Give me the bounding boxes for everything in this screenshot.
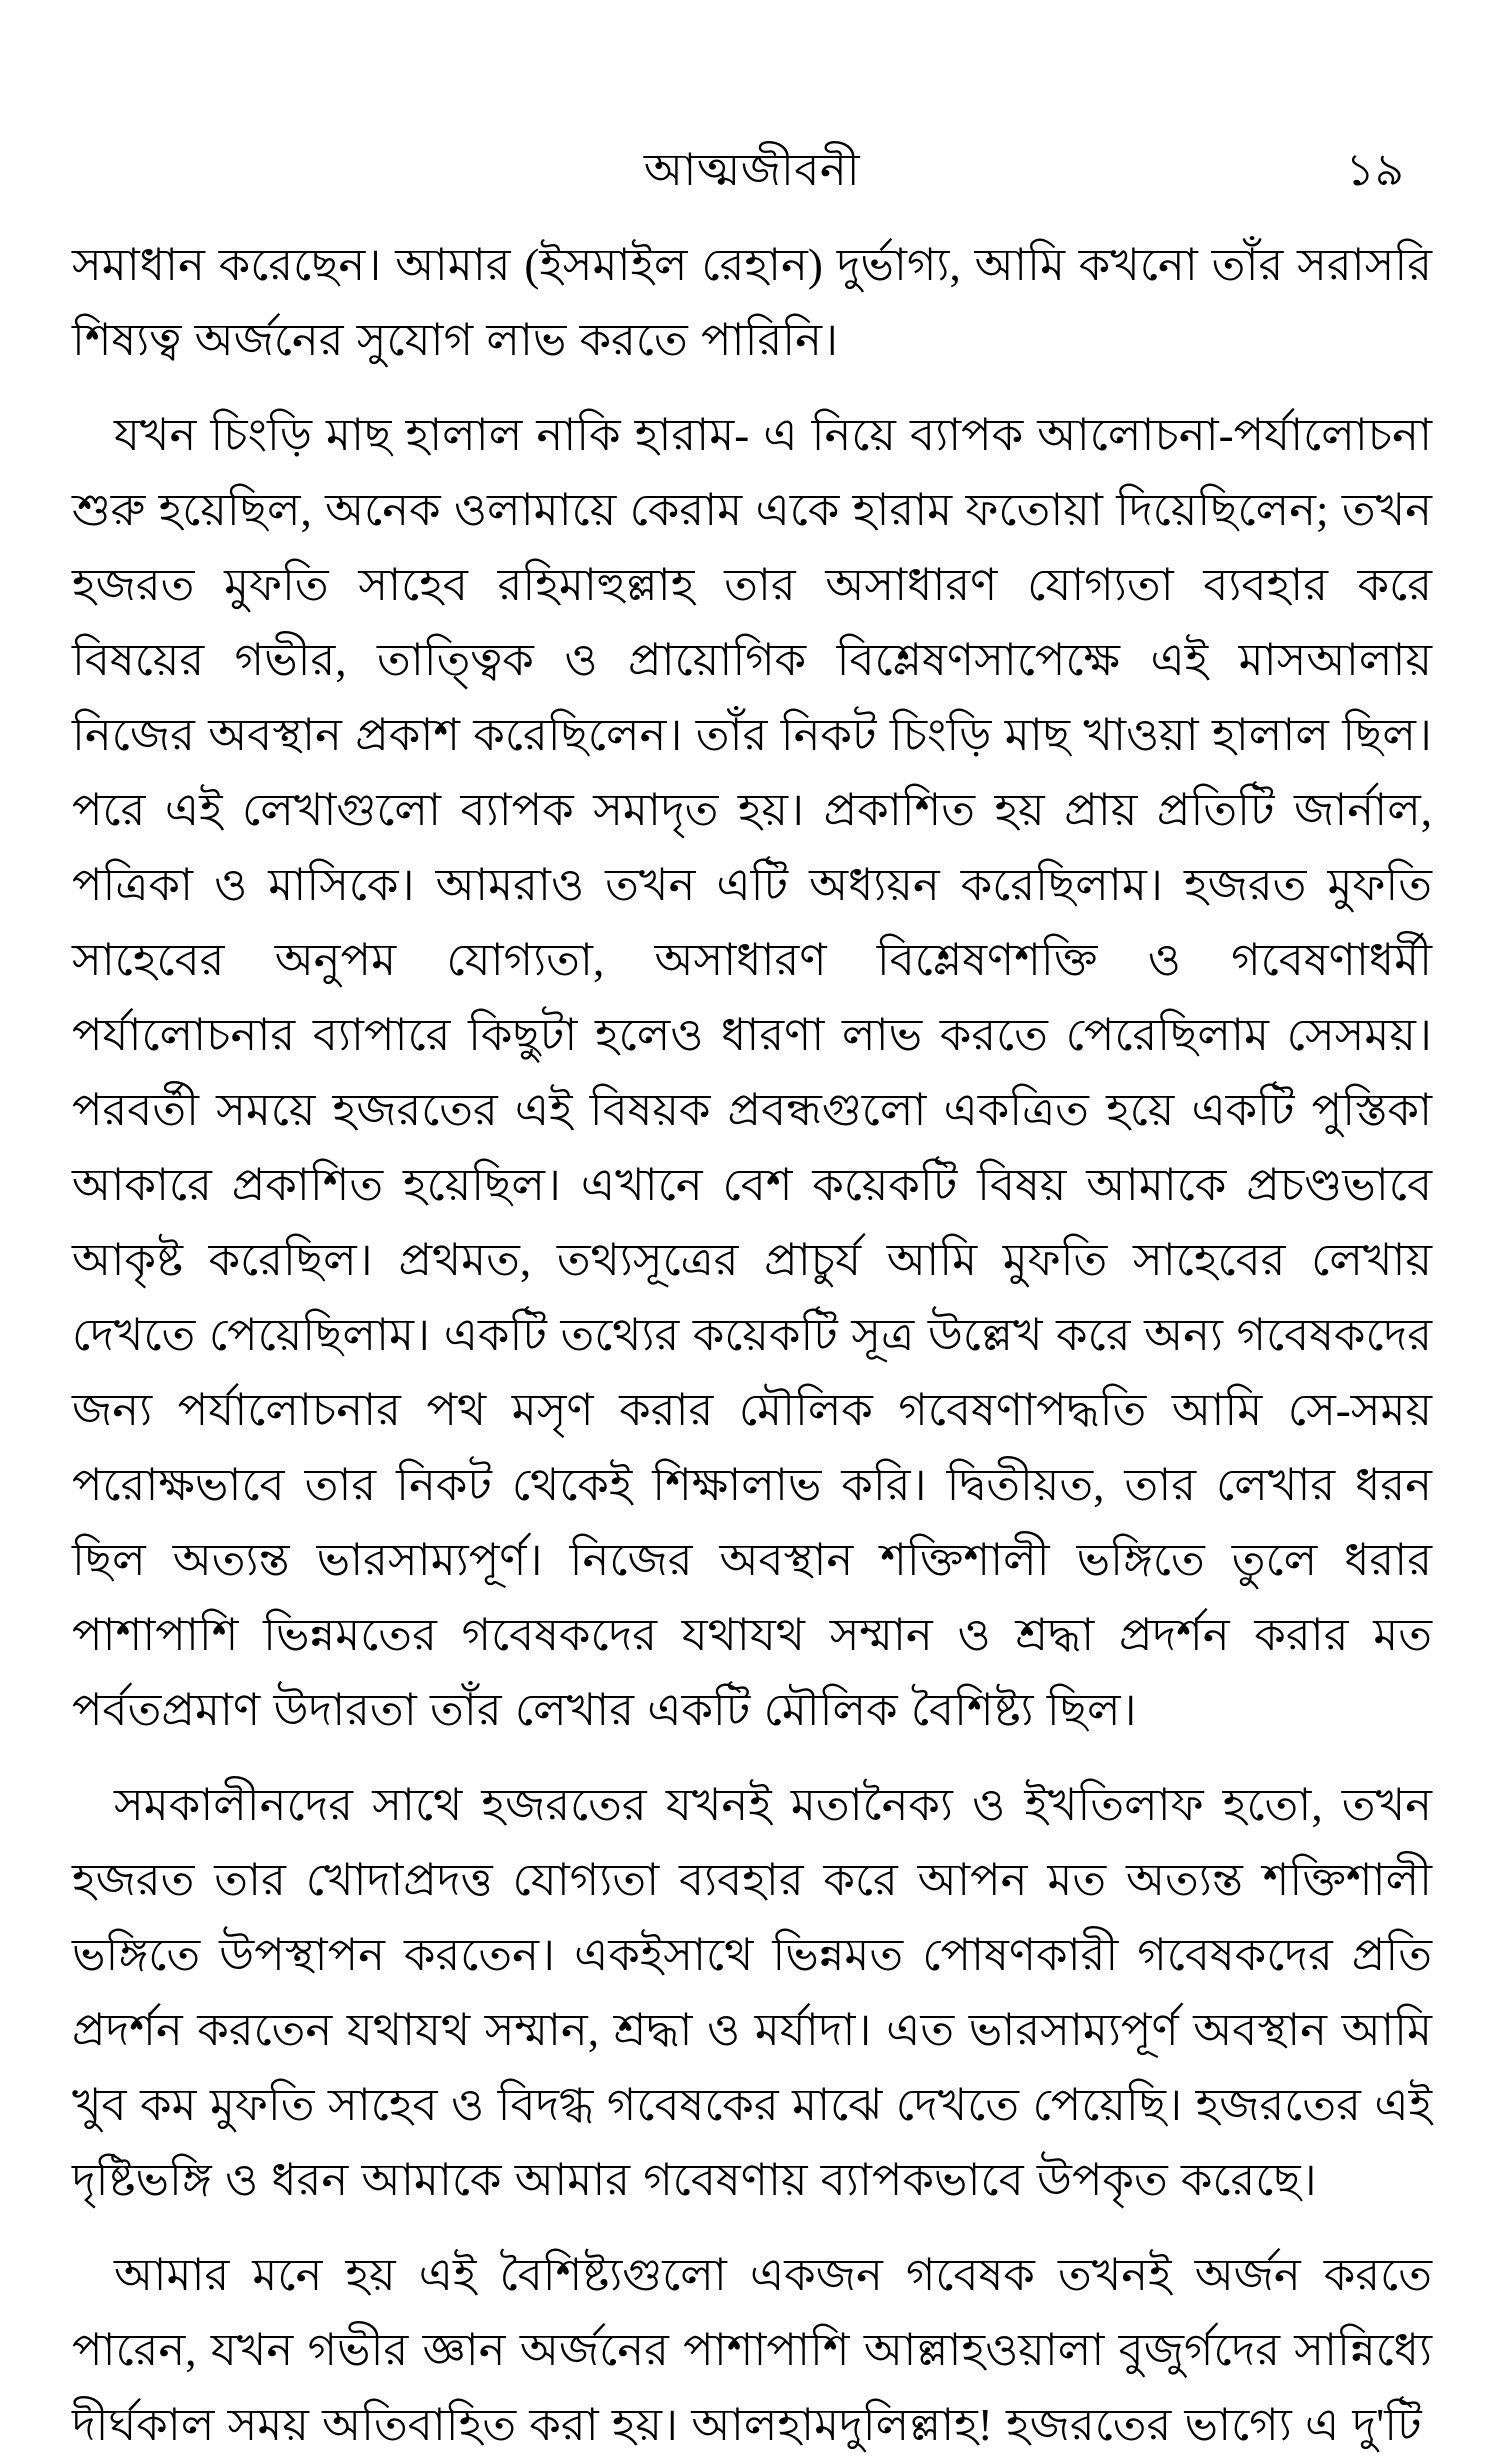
paragraph: সমকালীনদের সাথে হজরতের যখনই মতানৈক্য ও ইখতিলাফ হতো, তখন হজরত তার খোদাপ্রদত্ত যোগ্যতা ব্যবহার করে আপন মত অত্যন্ত শক্তিশালী ভঙ্গিতে উপস্থাপন করতেন। একইসাথে ভিন্নমত পোষণকারী গবেষকদের প্রতি প্রদর্শন করতেন যথাযথ সম্মান, শ্রদ্ধা ও মর্যাদা। এত ভারসাম্যপূর্ণ অবস্থান আমি খুব কম মুফতি সাহেব ও বিদগ্ধ গবেষকের মাঝে দেখতে পেয়েছি। হজরতের এই দৃষ্টিভঙ্গি ও ধরন আমাকে আমার গবেষণায় ব্যাপকভাবে উপকৃত করেছে। (72, 1780, 1432, 2205)
paragraph-continuation: সমাধান করেছেন। আমার (ইসমাইল রেহান) দুর্ভাগ্য, আমি কখনো তাঁর সরাসরি শিষ্যত্ব অর্জনের সুযোগ লাভ করতে পারিনি। (72, 240, 1432, 365)
paragraph: যখন চিংড়ি মাছ হালাল নাকি হারাম- এ নিয়ে ব্যাপক আলোচনা-পর্যালোচনা শুরু হয়েছিল, অনেক ওলামায়ে কেরাম একে হারাম ফতোয়া দিয়েছিলেন; তখন হজরত মুফতি সাহেব রহিমাহুল্লাহ তার অসাধারণ যোগ্যতা ব্যবহার করে বিষয়ের গভীর, তাত্ত্বিক ও প্রায়োগিক বিশ্লেষণসাপেক্ষে এই মাসআলায় নিজের অবস্থান প্রকাশ করেছিলেন। তাঁর নিকট চিংড়ি মাছ খাওয়া হালাল ছিল। পরে এই লেখাগুলো ব্যাপক সমাদৃত হয়। প্রকাশিত হয় প্রায় প্রতিটি জার্নাল, পত্রিকা ও মাসিকে। আমরাও তখন এটি অধ্যয়ন করেছিলাম। হজরত মুফতি সাহেবের অনুপম যোগ্যতা, অসাধারণ বিশ্লেষণশক্তি ও গবেষণাধর্মী পর্যালোচনার ব্যাপারে কিছুটা হলেও ধারণা লাভ করতে পেরেছিলাম সেসময়। পরবর্তী সময়ে হজরতের এই বিষয়ক প্রবন্ধগুলো একত্রিত হয়ে একটি পুস্তিকা আকারে প্রকাশিত হয়েছিল। এখানে বেশ কয়েকটি বিষয় আমাকে প্রচণ্ডভাবে আকৃষ্ট করেছিল। প্রথমত, তথ্যসূত্রের প্রাচুর্য আমি মুফতি সাহেবের লেখায় দেখতে পেয়েছিলাম। একটি তথ্যের কয়েকটি সূত্র উল্লেখ করে অন্য গবেষকদের জন্য পর্যালোচনার পথ মসৃণ করার মৌলিক গবেষণাপদ্ধতি আমি সে-সময় পরোক্ষভাবে তার নিকট থেকেই শিক্ষালাভ করি। দ্বিতীয়ত, তার লেখার ধরন ছিল অত্যন্ত ভারসাম্যপূর্ণ। নিজের অবস্থান শক্তিশালী ভঙ্গিতে তুলে ধরার পাশাপাশি ভিন্নমতের গবেষকদের যথাযথ সম্মান ও শ্রদ্ধা প্রদর্শন করার মত পর্বতপ্রমাণ উদারতা তাঁর লেখার একটি মৌলিক বৈশিষ্ট্য ছিল। (72, 410, 1432, 1735)
running-title: আত্মজীবনী (643, 145, 861, 195)
paragraph: আমার মনে হয় এই বৈশিষ্ট্যগুলো একজন গবেষক তখনই অর্জন করতে পারেন, যখন গভীর জ্ঞান অর্জনের পাশাপাশি আল্লাহওয়ালা বুজুর্গদের সান্নিধ্যে দীর্ঘকাল সময় অতিবাহিত করা হয়। আলহামদুলিল্লাহ! হজরতের ভাগ্যে এ দু'টি (72, 2250, 1432, 2450)
body-text (72, 228, 1432, 2463)
page-number: ১৯ (1345, 145, 1404, 195)
page-header (72, 130, 1432, 210)
